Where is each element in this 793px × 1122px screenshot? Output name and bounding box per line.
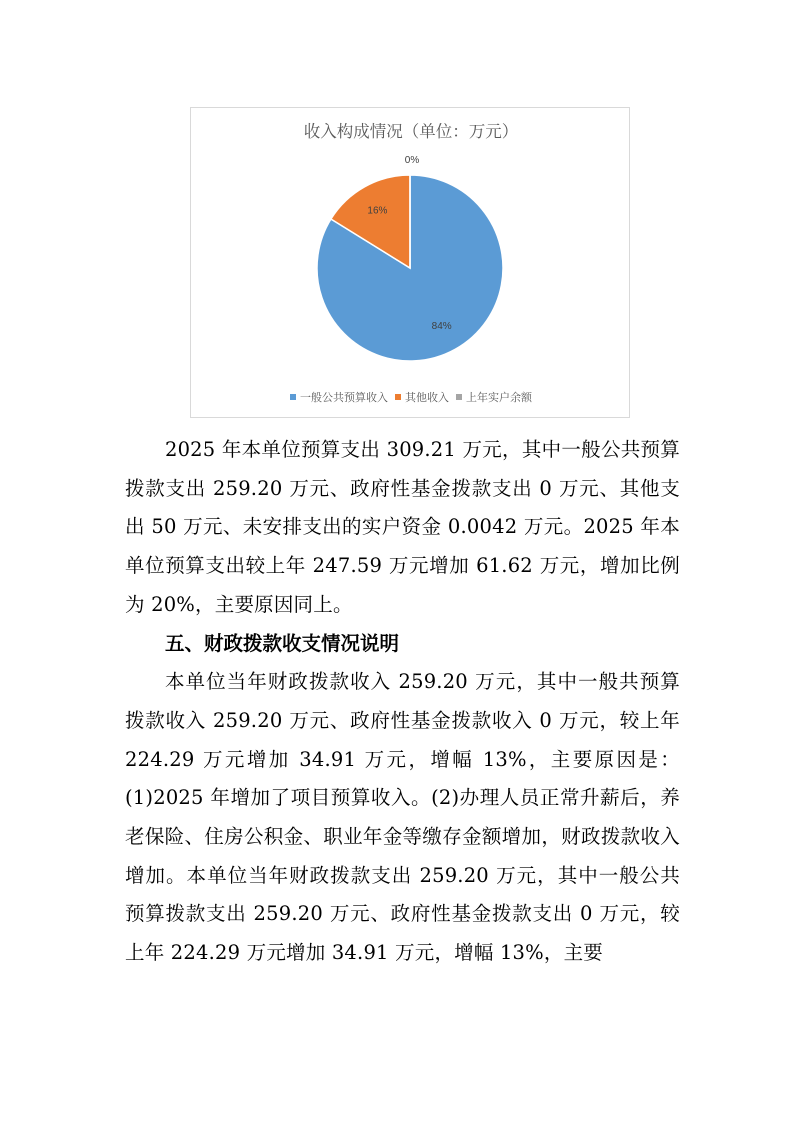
legend-swatch-2: [395, 394, 401, 400]
legend-label-2: 其他收入: [405, 391, 449, 404]
pie-percent-label-3: 0%: [404, 155, 420, 166]
pie-percent-label-2: 16%: [367, 205, 388, 217]
legend-swatch-1: [290, 394, 296, 400]
budget-expenditure-paragraph: 2025 年本单位预算支出 309.21 万元，其中一般公共预算拨款支出 259.20 万元、政府性基金拨款支出 0 万元、其他支出 50 万元、未安排支出的实户资金 0.0042 万元。2025 年本单位预算支出较上年 247.59 万元增加 61.62 万元，增加比例为 20%，主要原因同上。: [125, 438, 680, 616]
legend-label-1: 一般公共预算收入: [300, 391, 388, 404]
document-body: [125, 431, 680, 973]
fiscal-appropriation-paragraph: 本单位当年财政拨款收入 259.20 万元，其中一般共预算拨款收入 259.20 万元、政府性基金拨款收入 0 万元，较上年 224.29 万元增加 34.91 万元，增幅 13%，主要原因是：(1)2025 年增加了项目预算收入。(2)办理人员正常升薪后，养老保险、住房公积金、职业年金等缴存金额增加，财政拨款收入增加。本单位当年财政拨款支出 259.20 万元，其中一般公共预算拨款支出 259.20 万元、政府性基金拨款支出 0 万元，较上年 224.29 万元增加 34.91 万元，增幅 13%，主要: [125, 670, 680, 965]
legend-swatch-3: [456, 394, 462, 400]
chart-title: 收入构成情况（单位：万元）: [303, 122, 519, 141]
pie-percent-label-1: 84%: [431, 320, 452, 332]
income-composition-chart: [190, 107, 630, 418]
legend-label-3: 上年实户余额: [466, 391, 532, 404]
section-heading: 五、财政拨款收支情况说明: [164, 631, 399, 655]
chart-legend: [290, 390, 533, 404]
pie-slices: [317, 175, 503, 361]
pie-chart-svg: [191, 108, 631, 419]
